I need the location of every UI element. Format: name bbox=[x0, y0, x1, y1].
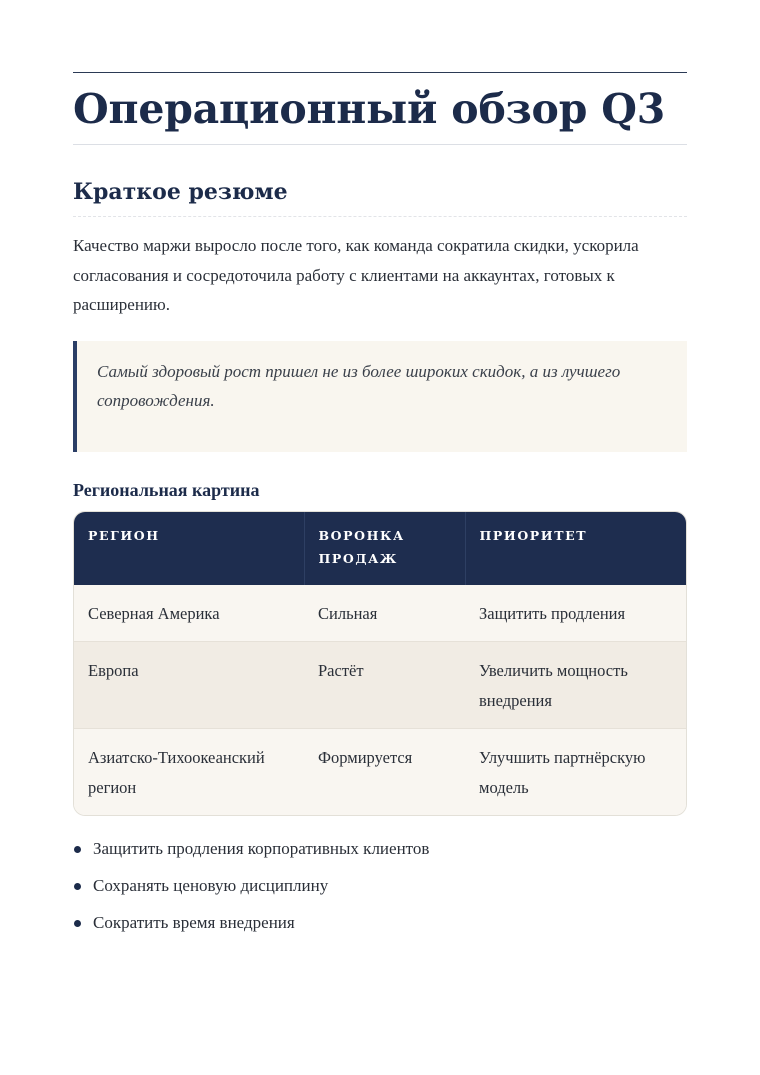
table-header-cell: РЕГИОН bbox=[74, 512, 304, 585]
priority-list bbox=[73, 838, 687, 934]
list-item-text: Сократить время внедрения bbox=[93, 913, 295, 933]
table-row bbox=[74, 642, 686, 729]
table-cell: Растёт bbox=[304, 642, 465, 729]
table-cell: Европа bbox=[74, 642, 304, 729]
list-item-text: Защитить продления корпоративных клиентов bbox=[93, 839, 430, 859]
list-item bbox=[73, 838, 687, 860]
table-cell: Сильная bbox=[304, 585, 465, 642]
table-header-cell: ВОРОНКА ПРОДАЖ bbox=[304, 512, 465, 585]
table-row bbox=[74, 585, 686, 642]
regional-heading: Региональная картина bbox=[73, 479, 260, 500]
table-row bbox=[74, 729, 686, 816]
summary-heading: Краткое резюме bbox=[73, 179, 687, 217]
list-item bbox=[73, 875, 687, 897]
bullet-icon bbox=[74, 920, 81, 927]
table-cell: Северная Америка bbox=[74, 585, 304, 642]
pull-quote-text: Самый здоровый рост пришел не из более широких скидок, а из лучшего сопровождения. bbox=[97, 361, 621, 411]
list-item-text: Сохранять ценовую дисциплину bbox=[93, 876, 329, 896]
regional-table bbox=[73, 511, 687, 817]
table-header-row bbox=[74, 512, 686, 585]
table-cell: Азиатско-Тихоокеанский регион bbox=[74, 729, 304, 816]
list-item bbox=[73, 912, 687, 934]
summary-paragraph: Качество маржи выросло после того, как команда сократила скидки, ускорила согласования и сосредоточила работу с клиентами на аккаунтах, готовых к расширению. bbox=[73, 236, 639, 315]
bullet-icon bbox=[74, 883, 81, 890]
top-divider bbox=[73, 72, 687, 73]
table-cell: Защитить продления bbox=[465, 585, 686, 642]
table-cell: Улучшить партнёрскую модель bbox=[465, 729, 686, 816]
pull-quote bbox=[73, 341, 687, 452]
table-header-cell: ПРИОРИТЕТ bbox=[465, 512, 686, 585]
table-cell: Увеличить мощность внедрения bbox=[465, 642, 686, 729]
page-title: Операционный обзор Q3 bbox=[73, 87, 687, 145]
table-cell: Формируется bbox=[304, 729, 465, 816]
bullet-icon bbox=[74, 846, 81, 853]
